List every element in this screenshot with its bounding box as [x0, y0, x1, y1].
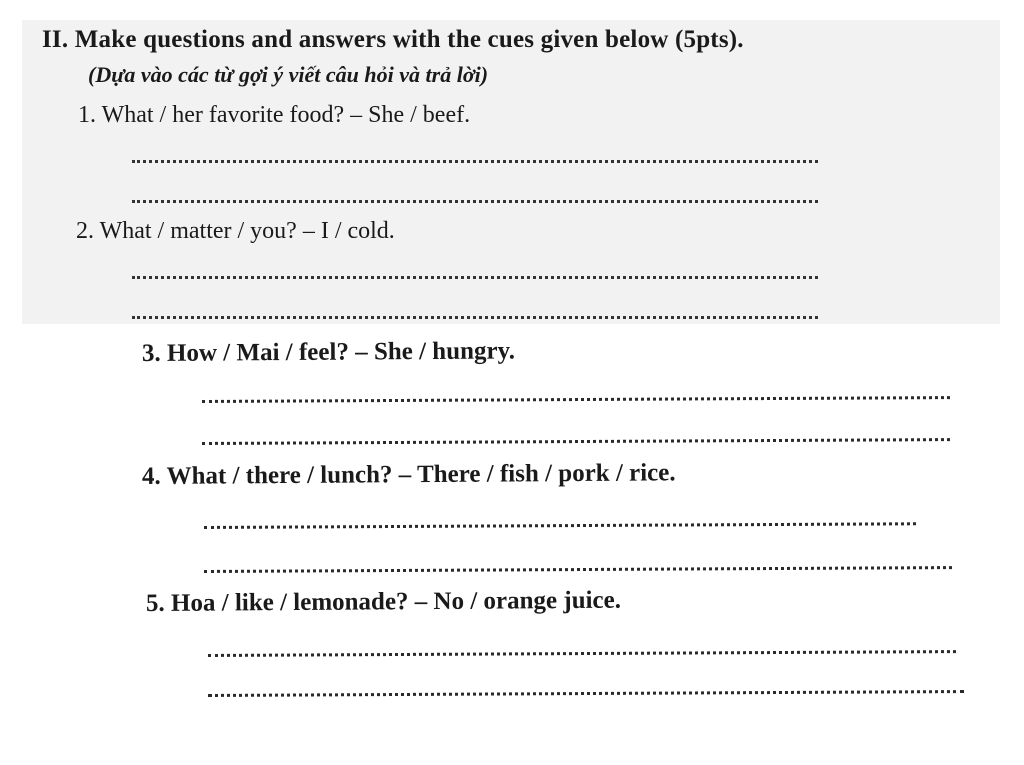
exercise-heading: II. Make questions and answers with the cues given below (5pts). [42, 26, 744, 53]
exercise-instruction: (Dựa vào các từ gợi ý viết câu hỏi và trả lời) [88, 62, 489, 87]
question-2: 2. What / matter / you? – I / cold. [76, 218, 395, 244]
question-5: 5. Hoa / like / lemonade? – No / orange juice. [145, 586, 622, 617]
question-4: 4. What / there / lunch? – There / fish / pork / rice. [141, 459, 676, 490]
question-1: 1. What / her favorite food? – She / beef. [78, 102, 471, 128]
answer-line-1a[interactable] [132, 160, 818, 163]
answer-line-1b[interactable] [132, 200, 818, 203]
answer-line-2b[interactable] [132, 316, 818, 319]
answer-line-2a[interactable] [132, 276, 818, 279]
question-3: 3. How / Mai / feel? – She / hungry. [141, 337, 516, 367]
